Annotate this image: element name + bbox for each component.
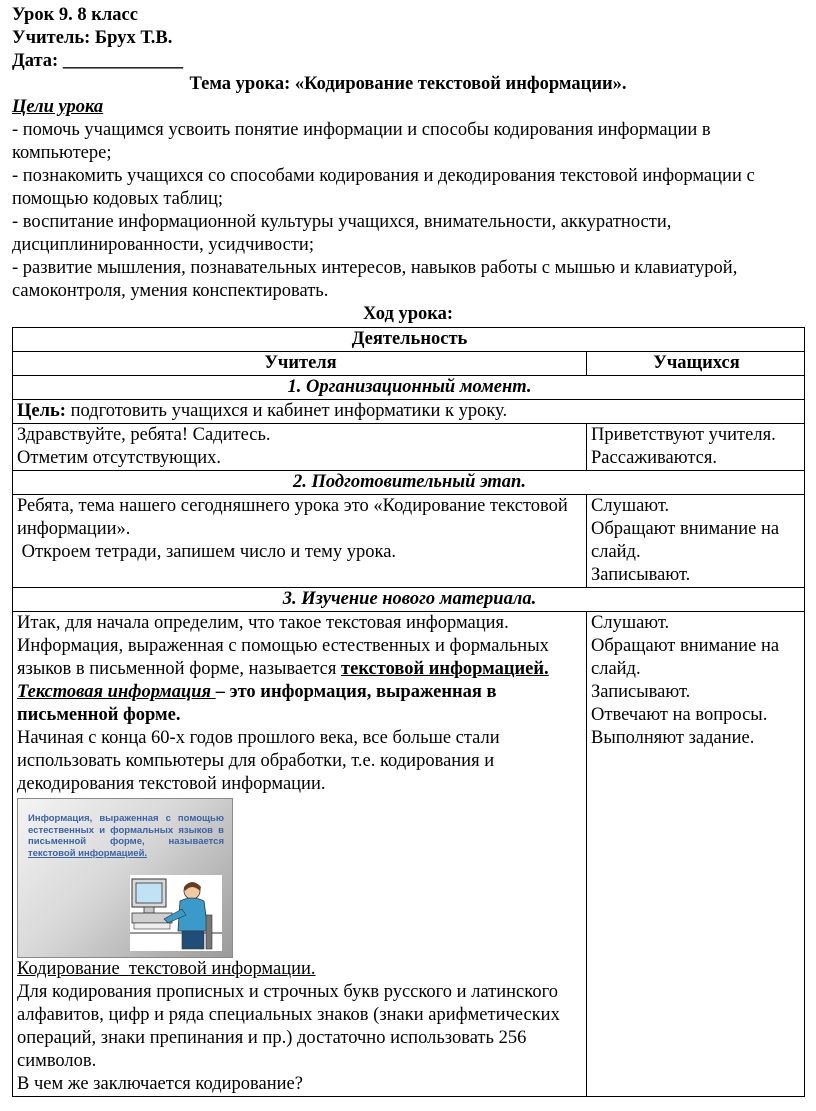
table-row xyxy=(13,424,805,471)
lesson-topic: Тема урока: «Кодирование текстовой информации». xyxy=(189,74,627,94)
teacher-text: Информация, выраженная с помощью естественных и формальных языков в письменной форме, называется xyxy=(17,636,549,679)
goal-item: - помочь учащимся усвоить понятие информации и способы кодирования информации в компьютере; xyxy=(12,120,711,163)
table-row xyxy=(13,328,805,352)
goal-label: Цель: xyxy=(17,401,66,421)
computer-user-illustration xyxy=(130,875,222,951)
lesson-date: Дата: _____________ xyxy=(12,51,184,71)
lesson-table xyxy=(12,327,805,1097)
table-row xyxy=(13,376,805,400)
table-row xyxy=(13,495,805,588)
stage-title: 2. Подготовительный этап. xyxy=(13,471,805,495)
student-line: Приветствуют учителя. xyxy=(591,425,776,445)
slide-term: текстовой информацией. xyxy=(28,847,148,859)
slide-caption xyxy=(28,813,224,859)
stage-title: 3. Изучение нового материала. xyxy=(13,588,805,612)
teacher-line: Отметим отсутствующих. xyxy=(17,448,222,468)
lesson-page xyxy=(12,4,804,1097)
teacher-paragraph: Ребята, тема нашего сегодняшнего урока это «Кодирование текстовой информации». xyxy=(17,496,568,539)
teacher-cell xyxy=(13,424,587,471)
definition xyxy=(17,681,584,727)
activity-header: Деятельность xyxy=(13,328,805,352)
student-line: Слушают. xyxy=(591,496,670,516)
stage-goal xyxy=(13,400,805,424)
goal-item: - познакомить учащихся со способами кодирования и декодирования текстовой информации с помощью кодовых таблиц; xyxy=(12,166,755,209)
teacher-name: Учитель: Брух Т.В. xyxy=(12,28,173,48)
goals-title: Цели урока xyxy=(12,97,104,117)
students-cell xyxy=(587,495,805,588)
teacher-cell xyxy=(13,495,587,588)
teacher-paragraph xyxy=(17,635,584,681)
section-subheading: Кодирование текстовой информации. xyxy=(17,959,316,979)
teacher-cell xyxy=(13,612,587,1097)
definition-term: Текстовая информация xyxy=(17,682,216,702)
table-row xyxy=(13,471,805,495)
teacher-question: В чем же заключается кодирование? xyxy=(17,1074,303,1094)
student-line: Записывают. xyxy=(591,682,691,702)
students-cell xyxy=(587,424,805,471)
teacher-paragraph: Для кодирования прописных и строчных букв русского и латинского алфавитов, цифр и ряда специальных знаков (знаки арифметических операций, знаки препинания и пр.) достаточно использовать 256 символов. xyxy=(17,982,560,1071)
column-header-students: Учащихся xyxy=(587,352,805,376)
table-row xyxy=(13,588,805,612)
goal-item: - развитие мышления, познавательных интересов, навыков работы с мышью и клавиатурой, самоконтроля, умения конспектировать. xyxy=(12,258,738,301)
goal-item: - воспитание информационной культуры учащихся, внимательности, аккуратности, дисциплинированности, усидчивости; xyxy=(12,212,672,255)
key-term: текстовой информацией. xyxy=(341,659,549,679)
course-title: Ход урока: xyxy=(362,304,454,324)
table-row xyxy=(13,400,805,424)
student-line: Записывают. xyxy=(591,565,691,585)
teacher-paragraph: Откроем тетради, запишем число и тему урока. xyxy=(17,542,397,562)
goal-text: подготовить учащихся и кабинет информатики к уроку. xyxy=(65,401,508,421)
teacher-line: Здравствуйте, ребята! Садитесь. xyxy=(17,425,271,445)
slide-image xyxy=(17,798,233,958)
table-row xyxy=(13,612,805,1097)
student-line: Рассаживаются. xyxy=(591,448,717,468)
student-line: Выполняют задание. xyxy=(591,728,755,748)
slide-text: Информация, выраженная с помощью естественных и формальных языков в письменной форме, называется xyxy=(28,813,224,847)
definition-text: – это информация, выраженная в письменной форме. xyxy=(17,682,497,725)
teacher-paragraph: Итак, для начала определим, что такое текстовая информация. xyxy=(17,613,509,633)
student-line: Слушают. xyxy=(591,613,670,633)
teacher-paragraph: Начиная с конца 60-х годов прошлого века, все больше стали использовать компьютеры для обработки, т.е. кодирования и декодирования текстовой информации. xyxy=(17,728,500,794)
students-cell xyxy=(587,612,805,1097)
student-line: Обращают внимание на слайд. xyxy=(591,636,780,679)
student-line: Отвечают на вопросы. xyxy=(591,705,768,725)
lesson-number: Урок 9. 8 класс xyxy=(12,5,138,25)
stage-title: 1. Организационный момент. xyxy=(13,376,805,400)
student-line: Обращают внимание на слайд. xyxy=(591,519,780,562)
table-row xyxy=(13,352,805,376)
column-header-teacher: Учителя xyxy=(13,352,587,376)
